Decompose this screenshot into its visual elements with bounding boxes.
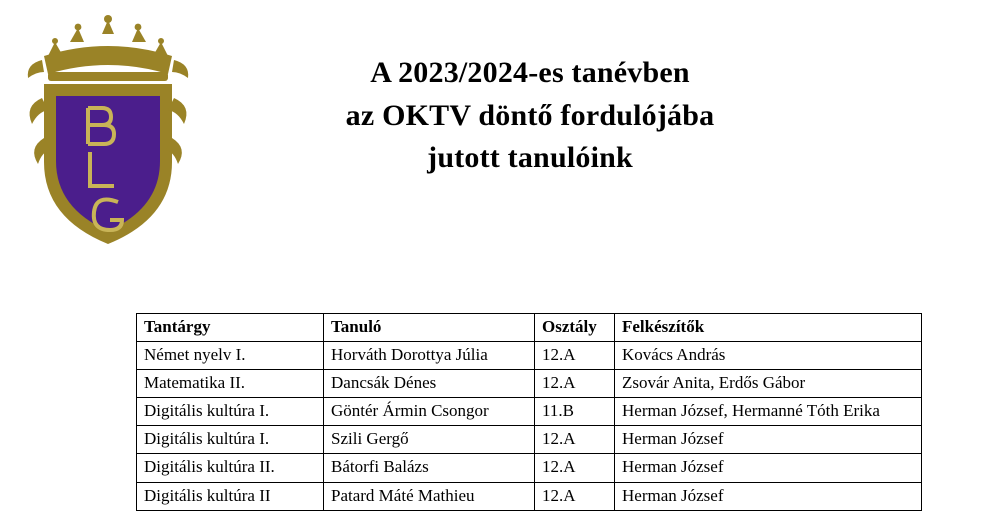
page-title <box>230 52 830 180</box>
column-header-student: Tanuló <box>324 314 535 342</box>
title-line-1: A 2023/2024-es tanévben <box>370 56 690 89</box>
cell-subject: Digitális kultúra I. <box>137 398 324 426</box>
cell-preparers: Herman József <box>615 454 922 482</box>
cell-class: 12.A <box>535 482 615 510</box>
cell-class: 11.B <box>535 398 615 426</box>
cell-class: 12.A <box>535 342 615 370</box>
cell-preparers: Herman József <box>615 426 922 454</box>
column-header-preparers: Felkészítők <box>615 314 922 342</box>
cell-student: Horváth Dorottya Júlia <box>324 342 535 370</box>
cell-subject: Digitális kultúra I. <box>137 426 324 454</box>
school-crest-logo <box>18 12 198 252</box>
cell-subject: Digitális kultúra II. <box>137 454 324 482</box>
table-row <box>137 454 922 482</box>
cell-subject: Matematika II. <box>137 370 324 398</box>
cell-student: Szili Gergő <box>324 426 535 454</box>
table-row <box>137 398 922 426</box>
title-line-2: az OKTV döntő fordulójába <box>345 98 715 132</box>
cell-preparers: Zsovár Anita, Erdős Gábor <box>615 370 922 398</box>
table-body <box>137 342 922 511</box>
document-header <box>0 0 983 265</box>
table-header-row <box>137 314 922 342</box>
cell-class: 12.A <box>535 454 615 482</box>
cell-preparers: Herman József, Hermanné Tóth Erika <box>615 398 922 426</box>
results-table-container <box>136 313 922 511</box>
cell-student: Göntér Ármin Csongor <box>324 398 535 426</box>
cell-student: Patard Máté Mathieu <box>324 482 535 510</box>
cell-student: Dancsák Dénes <box>324 370 535 398</box>
cell-preparers: Kovács András <box>615 342 922 370</box>
table-row <box>137 482 922 510</box>
cell-subject: Német nyelv I. <box>137 342 324 370</box>
results-table <box>136 313 922 511</box>
column-header-class: Osztály <box>535 314 615 342</box>
table-header-row-group <box>137 314 922 342</box>
table-row <box>137 342 922 370</box>
cell-student: Bátorfi Balázs <box>324 454 535 482</box>
cell-subject: Digitális kultúra II <box>137 482 324 510</box>
cell-class: 12.A <box>535 426 615 454</box>
table-row <box>137 370 922 398</box>
table-row <box>137 426 922 454</box>
cell-class: 12.A <box>535 370 615 398</box>
title-line-3: jutott tanulóink <box>427 141 633 175</box>
cell-preparers: Herman József <box>615 482 922 510</box>
column-header-subject: Tantárgy <box>137 314 324 342</box>
